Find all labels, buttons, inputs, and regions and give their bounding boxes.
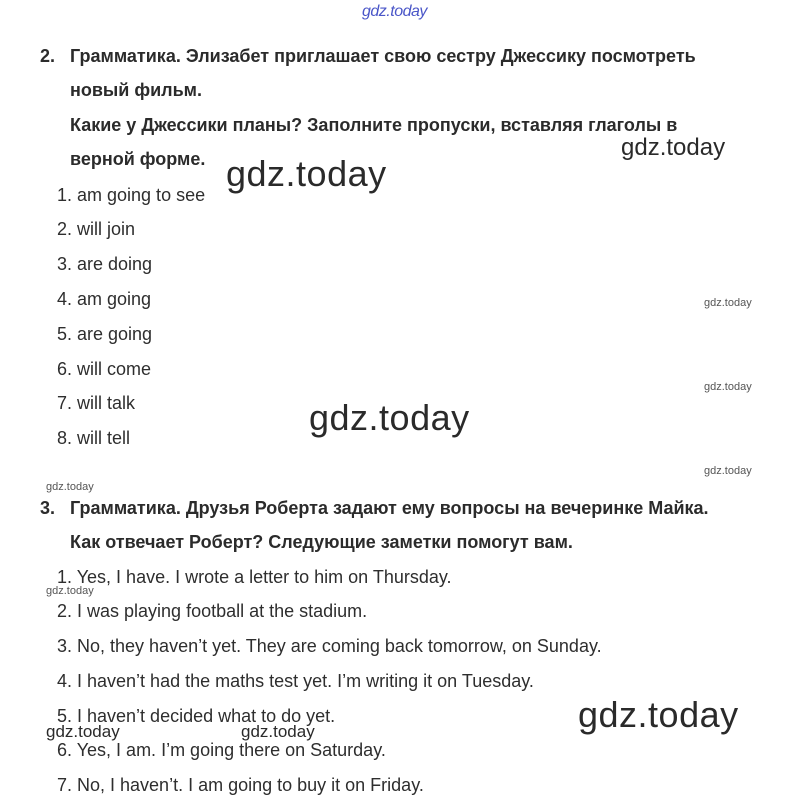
watermark: gdz.today xyxy=(704,297,752,309)
task-2-line-2: новый фильм. xyxy=(70,80,203,100)
task-3-line-1: Грамматика. Друзья Роберта задают ему вопросы на вечеринке Майка. xyxy=(70,498,709,518)
watermark: gdz.today xyxy=(241,722,315,741)
watermark: gdz.today xyxy=(578,694,739,735)
task-2-number: 2. xyxy=(40,46,56,66)
watermark-top: gdz.today xyxy=(362,3,427,20)
task-2-answer: 5. are going xyxy=(57,324,153,344)
task-2-answer: 3. are doing xyxy=(57,254,153,274)
task-3-answer: 1. Yes, I have. I wrote a letter to him on Thursday. xyxy=(57,567,452,587)
watermark: gdz.today xyxy=(46,722,120,741)
watermark: gdz.today xyxy=(309,397,470,438)
task-2-answer: 2. will join xyxy=(57,219,136,239)
task-2-line-1: Грамматика. Элизабет приглашает свою сестру Джессику посмотреть xyxy=(70,46,696,66)
task-2-line-4: верной форме. xyxy=(70,149,206,169)
task-2-answer: 1. am going to see xyxy=(57,185,206,205)
task-3-answer: 6. Yes, I am. I’m going there on Saturday. xyxy=(57,740,386,760)
task-3-heading xyxy=(40,491,709,525)
task-2-answer: 4. am going xyxy=(57,289,152,309)
task-3-answer: 2. I was playing football at the stadium. xyxy=(57,601,368,621)
watermark: gdz.today xyxy=(621,134,726,161)
task-3-answer: 4. I haven’t had the maths test yet. I’m writing it on Tuesday. xyxy=(57,671,534,691)
task-3-number: 3. xyxy=(40,498,56,518)
task-3-answer: 3. No, they haven’t yet. They are coming back tomorrow, on Sunday. xyxy=(57,636,602,656)
task-3-line-2: Как отвечает Роберт? Следующие заметки помогут вам. xyxy=(70,532,573,552)
task-3-answer: 5. I haven’t decided what to do yet. xyxy=(57,706,336,726)
task-2-answer: 7. will talk xyxy=(57,393,136,413)
watermark: gdz.today xyxy=(46,585,94,597)
watermark: gdz.today xyxy=(704,381,752,393)
task-2-answer: 8. will tell xyxy=(57,428,131,448)
task-2-line-3: Какие у Джессики планы? Заполните пропуски, вставляя глаголы в xyxy=(70,115,678,135)
task-2-answer: 6. will come xyxy=(57,359,152,379)
watermark: gdz.today xyxy=(704,465,752,477)
watermark: gdz.today xyxy=(46,481,94,493)
watermark: gdz.today xyxy=(226,153,387,194)
task-3-answer: 7. No, I haven’t. I am going to buy it on Friday. xyxy=(57,775,424,795)
task-2-heading xyxy=(40,39,696,73)
